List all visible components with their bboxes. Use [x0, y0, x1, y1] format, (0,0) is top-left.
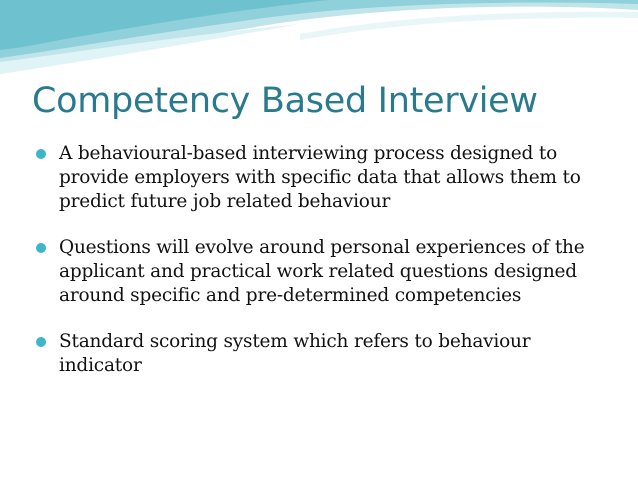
bullet-item: [36, 142, 616, 214]
bullet-text: Standard scoring system which refers to behaviour indicator: [59, 331, 531, 376]
bullet-dot-icon: [36, 149, 46, 159]
bullet-item: [36, 236, 616, 308]
bullet-list: [36, 142, 616, 400]
bullet-dot-icon: [36, 337, 46, 347]
bullet-item: [36, 330, 616, 378]
header-wave-decoration: [0, 0, 638, 80]
slide-title: Competency Based Interview: [32, 81, 538, 121]
bullet-text: A behavioural-based interviewing process designed to provide employers with specific data that allows them to predict future job related behaviour: [59, 143, 581, 212]
bullet-text: Questions will evolve around personal experiences of the applicant and practical work related questions designed around specific and pre-determined competencies: [59, 237, 585, 306]
bullet-dot-icon: [36, 243, 46, 253]
